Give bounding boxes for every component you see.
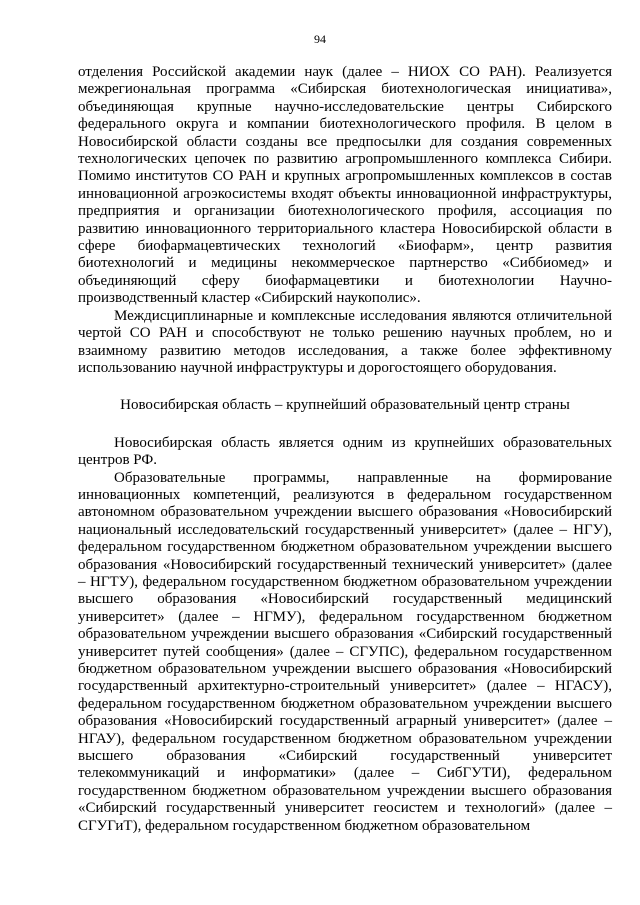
page-content [78, 64, 612, 835]
page-number: 94 [314, 32, 326, 46]
paragraph-education-center: Новосибирская область является одним из крупнейших образовательных центров РФ. [78, 434, 612, 469]
paragraph-educational-programs: Образовательные программы, направленные на формирование инновационных компетенций, реализуются в федеральном государственном автономном образовательном учреждении высшего образования «Новосибирский национальный исследовательский государственный университет» (далее – НГУ), федеральном государственном бюджетном образовательном учреждении высшего образования «Новосибирский государственный технический университет» (далее – НГТУ), федеральном государственном бюджетном образовательном учреждении высшего образования «Новосибирский государственный медицинский университет» (далее – НГМУ), федеральном государственном бюджетном образовательном учреждении высшего образования «Сибирский государственный университет путей сообщения» (далее – СГУПС), федеральном государственном бюджетном образовательном учреждении высшего образования «Новосибирский государственный архитектурно-строительный университет» (далее – НГАСУ), федеральном государственном бюджетном образовательном учреждении высшего образования «Новосибирский государственный аграрный университет» (далее – НГАУ), федеральном государственном бюджетном образовательном учреждении высшего образования «Сибирский государственный университет телекоммуникаций и информатики» (далее – СибГУТИ), федеральном государственном бюджетном образовательном учреждении высшего образования «Сибирский государственный университет геосистем и технологий» (далее – СГУГиТ), федеральном государственном бюджетном образовательном [78, 469, 612, 834]
paragraph-interdisciplinary: Междисциплинарные и комплексные исследования являются отличительной чертой СО РАН и способствуют не только решению научных проблем, но и взаимному развитию методов исследования, а также более эффективному использованию научной инфраструктуры и дорогостоящего оборудования. [78, 307, 612, 376]
section-heading: Новосибирская область – крупнейший образовательный центр страны [120, 397, 570, 414]
paragraph-continued: отделения Российской академии наук (далее – НИОХ СО РАН). Реализуется межрегиональная программа «Сибирская биотехнологическая инициатива», объединяющая крупные научно-исследовательские центры Сибирского федерального округа и компании биотехнологического профиля. В целом в Новосибирской области созданы все предпосылки для создания современных технологических цепочек по развитию агропромышленного комплекса Сибири. Помимо институтов СО РАН и крупных агропромышленных комплексов в состав инновационной агроэкосистемы входят объекты инновационной инфраструктуры, предприятия и организации биотехнологического профиля, ассоциация по развитию инновационного территориального кластера Новосибирской области в сфере биофармацевтических технологий «Биофарм», центр развития биотехнологий и медицины некоммерческое партнерство «Сиббиомед» и объединяющий сферу биофармацевтики и биотехнологии Научно-производственный кластер «Сибирский наукополис». [78, 64, 612, 307]
